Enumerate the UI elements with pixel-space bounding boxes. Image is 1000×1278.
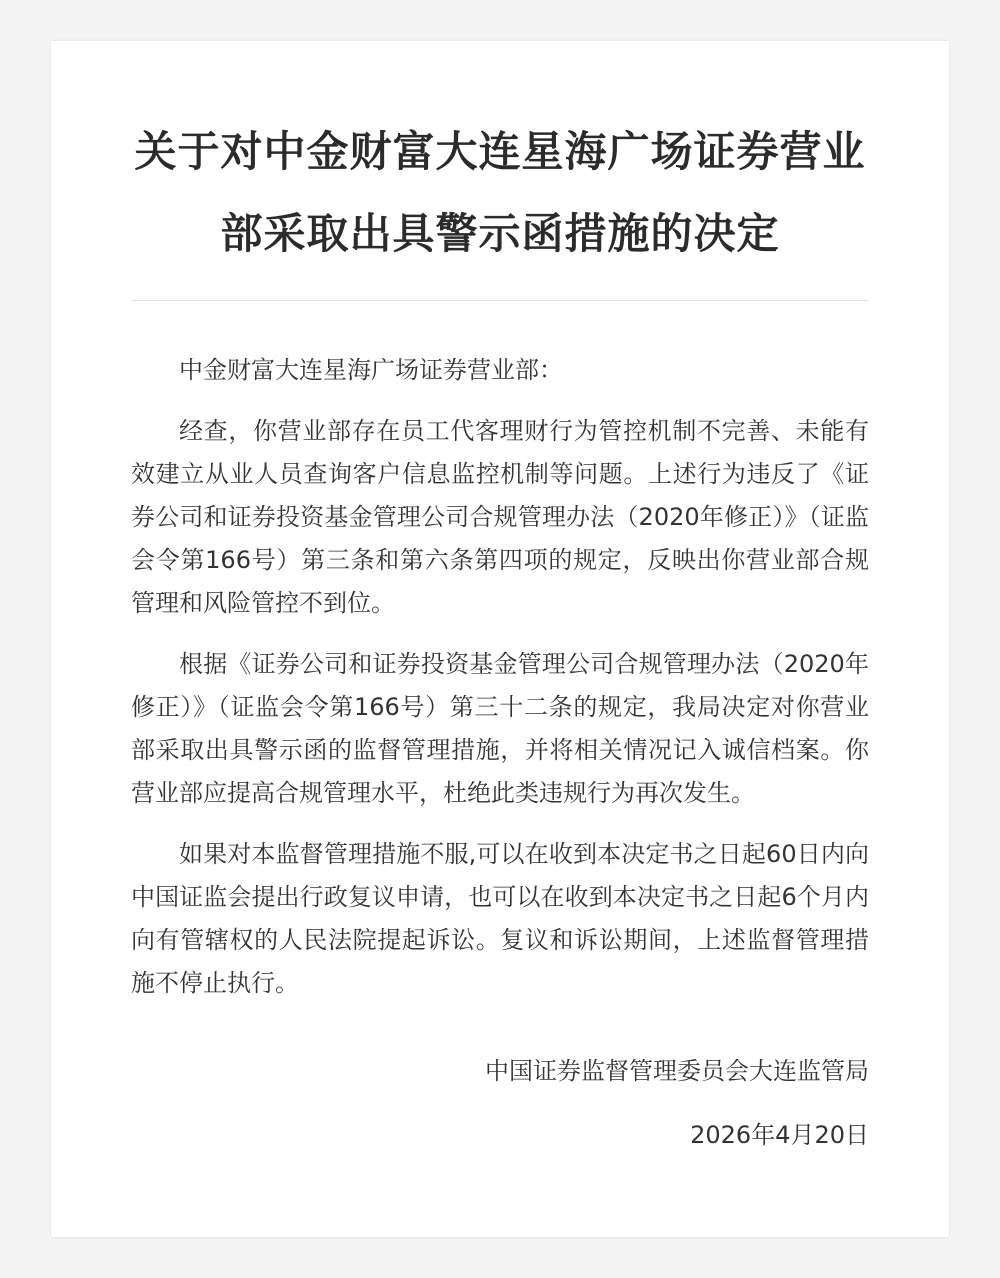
paragraph-appeal-rights: 如果对本监督管理措施不服,可以在收到本决定书之日起60日内向中国证监会提出行政复议申请，也可以在收到本决定书之日起6个月内向有管辖权的人民法院提起诉讼。复议和诉讼期间，上述监督管理措施不停止执行。: [131, 840, 869, 997]
paragraph-findings: 经查，你营业部存在员工代客理财行为管控机制不完善、未能有效建立从业人员查询客户信息监控机制等问题。上述行为违反了《证券公司和证券投资基金管理公司合规管理办法（2020年修正）》（证监会令第166号）第三条和第六条第四项的规定，反映出你营业部合规管理和风险管控不到位。: [131, 417, 869, 617]
salutation: 中金财富大连星海广场证券营业部：: [179, 356, 563, 384]
paragraph-measures: 根据《证券公司和证券投资基金管理公司合规管理办法（2020年修正）》（证监会令第166号）第三十二条的规定，我局决定对你营业部采取出具警示函的监督管理措施，并将相关情况记入诚信档案。你营业部应提高合规管理水平，杜绝此类违规行为再次发生。: [131, 650, 869, 807]
document-body: [131, 301, 869, 1157]
issuer-signature: 中国证券监督管理委员会大连监管局: [485, 1057, 869, 1085]
issue-date: 2026年4月20日: [690, 1121, 869, 1149]
document-paper: [51, 41, 949, 1237]
document-title: 关于对中金财富大连星海广场证券营业部采取出具警示函措施的决定: [134, 127, 866, 258]
